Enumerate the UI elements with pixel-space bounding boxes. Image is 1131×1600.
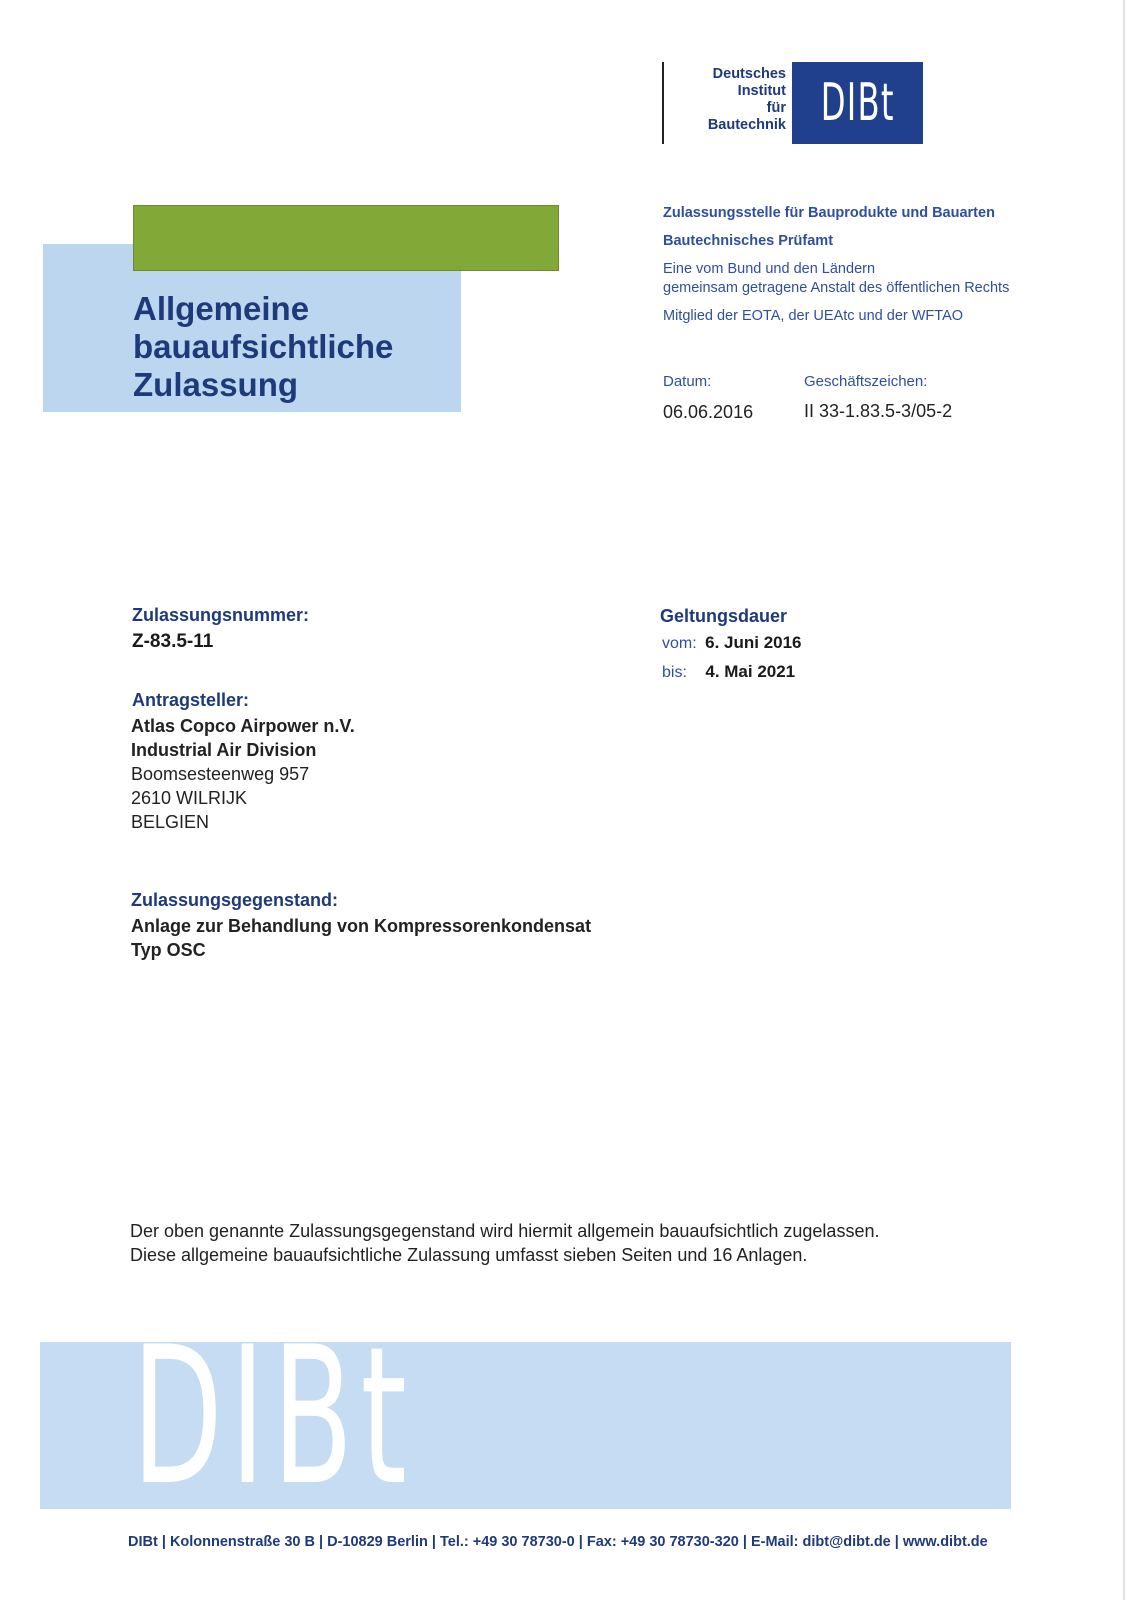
applicant-division: Industrial Air Division — [131, 740, 317, 760]
approval-statement — [130, 1219, 879, 1267]
document-title — [133, 290, 393, 404]
page-edge — [1123, 0, 1125, 1600]
footer-separator: | — [431, 1534, 436, 1550]
info-approval-office: Zulassungsstelle für Bauprodukte und Bauarten — [663, 205, 995, 221]
validity-label: Geltungsdauer — [660, 606, 788, 626]
footer-separator: | — [894, 1534, 899, 1550]
institute-name-line: Institut — [737, 83, 786, 99]
document-title-line: bauaufsichtliche — [133, 328, 394, 365]
footer-website: www.dibt.de — [902, 1534, 988, 1550]
footer-org: DIBt — [128, 1534, 158, 1550]
datum-label: Datum: — [663, 373, 712, 390]
subject-label: Zulassungsgegenstand: — [131, 890, 339, 910]
info-membership: Mitglied der EOTA, der UEAtc und der WFTAO — [663, 308, 964, 324]
datum-value: 06.06.2016 — [663, 402, 754, 422]
document-title-line: Zulassung — [133, 366, 299, 403]
institute-name-line: für — [766, 100, 786, 116]
watermark-band — [40, 1342, 1011, 1509]
institute-info — [663, 204, 1009, 326]
document-title-line: Allgemeine — [133, 290, 310, 327]
applicant-street: Boomsesteenweg 957 — [131, 764, 310, 784]
validity-to-label: bis: — [662, 664, 687, 681]
footer-address: Kolonnenstraße 30 B — [169, 1534, 315, 1550]
info-institution-line: gemeinsam getragene Anstalt des öffentlichen Rechts — [663, 280, 1010, 296]
institute-name-line: Deutsches — [712, 66, 786, 82]
footer-separator: | — [161, 1534, 166, 1550]
applicant-label: Antragsteller: — [132, 690, 250, 710]
subject-type: Typ OSC — [131, 940, 206, 960]
subject-line: Anlage zur Behandlung von Kompressorenkondensat — [131, 916, 592, 936]
footer-separator: | — [742, 1534, 747, 1550]
validity-to-value: 4. Mai 2021 — [705, 662, 796, 681]
institute-name — [680, 66, 786, 134]
applicant-address — [131, 714, 355, 834]
reference-value: II 33-1.83.5-3/05-2 — [804, 401, 953, 421]
info-testing-office: Bautechnisches Prüfamt — [663, 233, 834, 249]
applicant-city: 2610 WILRIJK — [131, 788, 248, 808]
footer-fax: Fax: +49 30 78730-320 — [586, 1534, 739, 1550]
footer-contact — [128, 1534, 988, 1550]
validity-from — [662, 633, 802, 653]
footer-email: E-Mail: dibt@dibt.de — [750, 1534, 891, 1550]
statement-line: Diese allgemeine bauaufsichtliche Zulassung umfasst sieben Seiten und 16 Anlagen. — [130, 1245, 808, 1265]
reference-label: Geschäftszeichen: — [804, 373, 928, 390]
validity-from-label: vom: — [662, 635, 697, 652]
applicant-country: BELGIEN — [131, 812, 210, 832]
validity-from-value: 6. Juni 2016 — [705, 633, 802, 652]
approval-number-value: Z-83.5-11 — [132, 631, 214, 652]
dibt-logo-mark: DIBt — [820, 73, 895, 133]
applicant-name: Atlas Copco Airpower n.V. — [131, 716, 355, 736]
institute-name-line: Bautechnik — [707, 117, 786, 133]
footer-city: D-10829 Berlin — [327, 1534, 428, 1550]
logo-divider — [662, 62, 664, 144]
dibt-watermark: DIBt — [132, 1342, 415, 1509]
footer-phone: Tel.: +49 30 78730-0 — [439, 1534, 575, 1550]
footer-separator: | — [578, 1534, 583, 1550]
subject-description — [131, 914, 591, 962]
title-accent-bar — [133, 205, 559, 271]
validity-to — [662, 662, 795, 682]
approval-number-label: Zulassungsnummer: — [132, 605, 310, 625]
statement-line: Der oben genannte Zulassungsgegenstand wird hiermit allgemein bauaufsichtlich zugelassen. — [130, 1221, 880, 1241]
info-institution-line: Eine vom Bund und den Ländern — [663, 261, 876, 277]
dibt-logo — [792, 62, 923, 144]
footer-separator: | — [319, 1534, 324, 1550]
